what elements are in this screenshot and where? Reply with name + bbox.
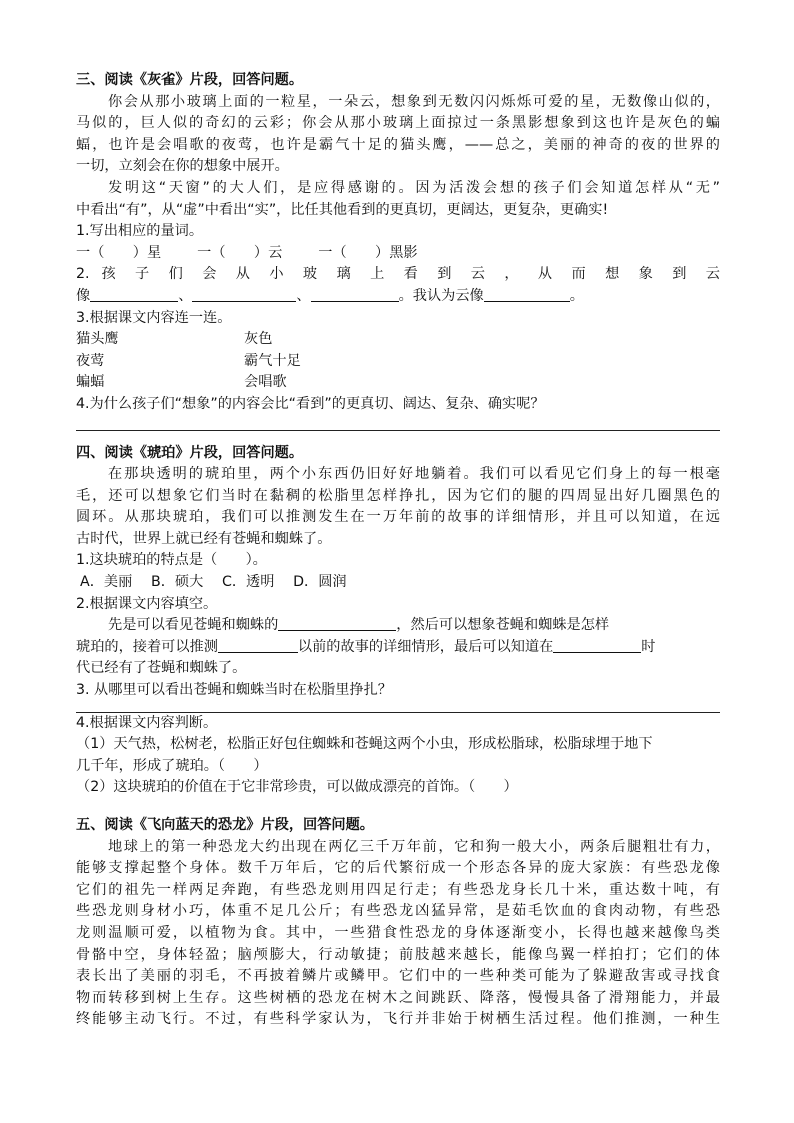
s4-question-3: 3. 从哪里可以看出苍蝇和蜘蛛当时在松脂里挣扎？ bbox=[76, 682, 392, 699]
section-3-title: 三、阅读《灰雀》片段，回答问题。 bbox=[76, 72, 304, 88]
passage-line: 圆环。从那块琥珀，我们可以推测发生在一万年前的故事的详细情形，并且可以知道，在远 bbox=[76, 509, 720, 526]
answer-blank[interactable] bbox=[553, 638, 641, 653]
matching-row bbox=[76, 351, 720, 373]
section-3-passage bbox=[76, 92, 720, 222]
s4-q2-line-1 bbox=[76, 615, 720, 637]
answer-blank[interactable] bbox=[192, 287, 296, 302]
passage-line: 骨骼中空，身体轻盈；脑颅膨大，行动敏捷；前肢越来越长，能像鸟翼一样拍打；它们的体 bbox=[76, 946, 720, 963]
section-4-passage bbox=[76, 464, 720, 550]
s4-q4-item-1-cont[interactable]: 几千年，形成了琥珀。（ ） bbox=[76, 757, 268, 774]
s4-q4-item-1: （1）天气热，松树老，松脂正好包住蜘蛛和苍蝇这两个小虫，形成松脂球，松脂球埋于地下 bbox=[76, 736, 653, 753]
fill-text: 时 bbox=[641, 638, 656, 655]
section-5-title: 五、阅读《飞向蓝天的恐龙》片段，回答问题。 bbox=[76, 817, 374, 833]
passage-line: 物而转移到树上生存。这些树栖的恐龙在树木之间跳跃、降落，慢慢具备了滑翔能力，并最 bbox=[76, 989, 720, 1006]
separator: 、 bbox=[296, 287, 311, 304]
fill-text: ，然后可以想象苍蝇和蜘蛛是怎样 bbox=[396, 617, 610, 634]
match-left-item[interactable]: 夜莺 bbox=[76, 352, 105, 369]
passage-line: 它们的祖先一样两足奔跑，有些恐龙则用四足行走；有些恐龙身长几十米，重达数十吨，有 bbox=[76, 881, 720, 898]
passage-line: 些恐龙则身材小巧，体重不足几公斤；有些恐龙凶猛异常，是茹毛饮血的食肉动物，有些恐 bbox=[76, 903, 720, 920]
s4-q4-item-2[interactable]: （2）这块琥珀的价值在于它非常珍贵，可以做成漂亮的首饰。（ ） bbox=[76, 779, 518, 796]
s3-question-4: 4.为什么孩子们“想象”的内容会比“看到”的更真切、阔达、复杂、确实呢？ bbox=[76, 395, 545, 412]
q2-end: 。 bbox=[569, 287, 584, 304]
s3-q1-items bbox=[76, 243, 720, 265]
s4-q2-line-2 bbox=[76, 637, 720, 659]
matching-row bbox=[76, 372, 720, 394]
passage-line: 表长出了美丽的羽毛，不再披着鳞片或鳞甲。它们中的一些种类可能为了躲避敌害或寻找食 bbox=[76, 968, 720, 985]
measure-word-blank-shadow[interactable]: 一（ ）黑影 bbox=[318, 244, 418, 261]
passage-line: 毛，还可以想象它们当时在黏稠的松脂里怎样挣扎，因为它们的腿的四周显出好几圈黑色的 bbox=[76, 487, 720, 504]
section-4-title: 四、阅读《琥珀》片段，回答问题。 bbox=[76, 444, 304, 461]
match-left-item[interactable]: 猫头鹰 bbox=[76, 331, 119, 348]
s3-question-1: 1.写出相应的量词。 bbox=[76, 223, 204, 240]
worksheet-page bbox=[76, 70, 720, 1031]
fill-text: 琥珀的，接着可以推测 bbox=[76, 638, 218, 655]
passage-line: 终能够主动飞行。不过，有些科学家认为，飞行并非始于树栖生活过程。他们推测，一种生 bbox=[76, 1011, 720, 1028]
match-right-item[interactable]: 灰色 bbox=[244, 331, 273, 348]
answer-blank[interactable] bbox=[218, 638, 298, 653]
answer-blank[interactable] bbox=[311, 287, 399, 302]
passage-line: 能够支撑起整个身体。数千万年后，它的后代繁衍成一个形态各异的庞大家族：有些恐龙像 bbox=[76, 860, 720, 877]
section-5-passage bbox=[76, 837, 720, 1031]
passage-line: 中看出“有”，从“虚”中看出“实”，比任其他看到的更真切，更阔达，更复杂，更确实! bbox=[76, 201, 609, 218]
passage-line: 古时代，世界上就已经有苍蝇和蜘蛛了。 bbox=[76, 530, 332, 547]
passage-line: 马似的，巨人似的奇幻的云彩；你会从那小玻璃上面掠过一条黑影想象到这也许是灰色的蝙 bbox=[76, 115, 720, 132]
s4-question-4: 4.根据课文内容判断。 bbox=[76, 714, 218, 731]
passage-line: 龙则温顺可爱，以植物为食。其中，一些猎食性恐龙的身体逐渐变小，长得也越来越像鸟类 bbox=[76, 924, 720, 941]
measure-word-blank-star[interactable]: 一（ ）星 bbox=[76, 244, 162, 261]
s4-question-2: 2.根据课文内容填空。 bbox=[76, 595, 218, 612]
passage-line: 发明这“天窗”的大人们，是应得感谢的。因为活泼会想的孩子们会知道怎样从“无” bbox=[108, 179, 720, 196]
separator: 、 bbox=[178, 287, 193, 304]
match-right-item[interactable]: 会唱歌 bbox=[244, 374, 287, 391]
s4-question-1: 1.这块琥珀的特点是（ ）。 bbox=[76, 552, 267, 569]
measure-word-blank-cloud[interactable]: 一（ ）云 bbox=[197, 244, 283, 261]
s3-q2-blanks bbox=[76, 286, 720, 308]
s4-q2-line-3: 代已经有了苍蝇和蜘蛛了。 bbox=[76, 660, 247, 677]
answer-blank[interactable] bbox=[90, 287, 178, 302]
passage-line: 蝠，也许是会唱歌的夜莺，也许是霸气十足的猫头鹰，——总之，美丽的神奇的夜的世界的 bbox=[76, 136, 720, 153]
passage-line: 一切，立刻会在你的想象中展开。 bbox=[76, 158, 289, 175]
q2-mid-text: 。我认为云像 bbox=[398, 287, 484, 304]
passage-line: 你会从那小玻璃上面的一粒星，一朵云，想象到无数闪闪烁烁可爱的星，无数像山似的， bbox=[108, 93, 720, 110]
matching-row bbox=[76, 329, 720, 351]
q2-prefix: 像 bbox=[76, 287, 91, 304]
s3-question-2: 2. 孩 子 们 会 从 小 玻 璃 上 看 到 云 ， 从 而 想 象 到 云 bbox=[76, 266, 720, 283]
answer-blank[interactable] bbox=[278, 616, 396, 631]
match-right-item[interactable]: 霸气十足 bbox=[244, 352, 301, 369]
fill-text: 以前的故事的详细情形，最后可以知道在 bbox=[297, 638, 554, 655]
match-left-item[interactable]: 蝙蝠 bbox=[76, 374, 105, 391]
s3-question-3: 3.根据课文内容连一连。 bbox=[76, 309, 232, 326]
answer-blank[interactable] bbox=[484, 287, 570, 302]
passage-line: 地球上的第一种恐龙大约出现在两亿三千万年前，它和狗一般大小，两条后腿粗壮有力， bbox=[108, 838, 720, 855]
fill-text: 先是可以看见苍蝇和蜘蛛的 bbox=[108, 617, 279, 634]
s4-q1-options[interactable]: A．美丽 B．硕大 C．透明 D．圆润 bbox=[80, 574, 347, 591]
passage-line: 在那块透明的琥珀里，两个小东西仍旧好好地躺着。我们可以看见它们身上的每一根毫 bbox=[108, 466, 720, 483]
